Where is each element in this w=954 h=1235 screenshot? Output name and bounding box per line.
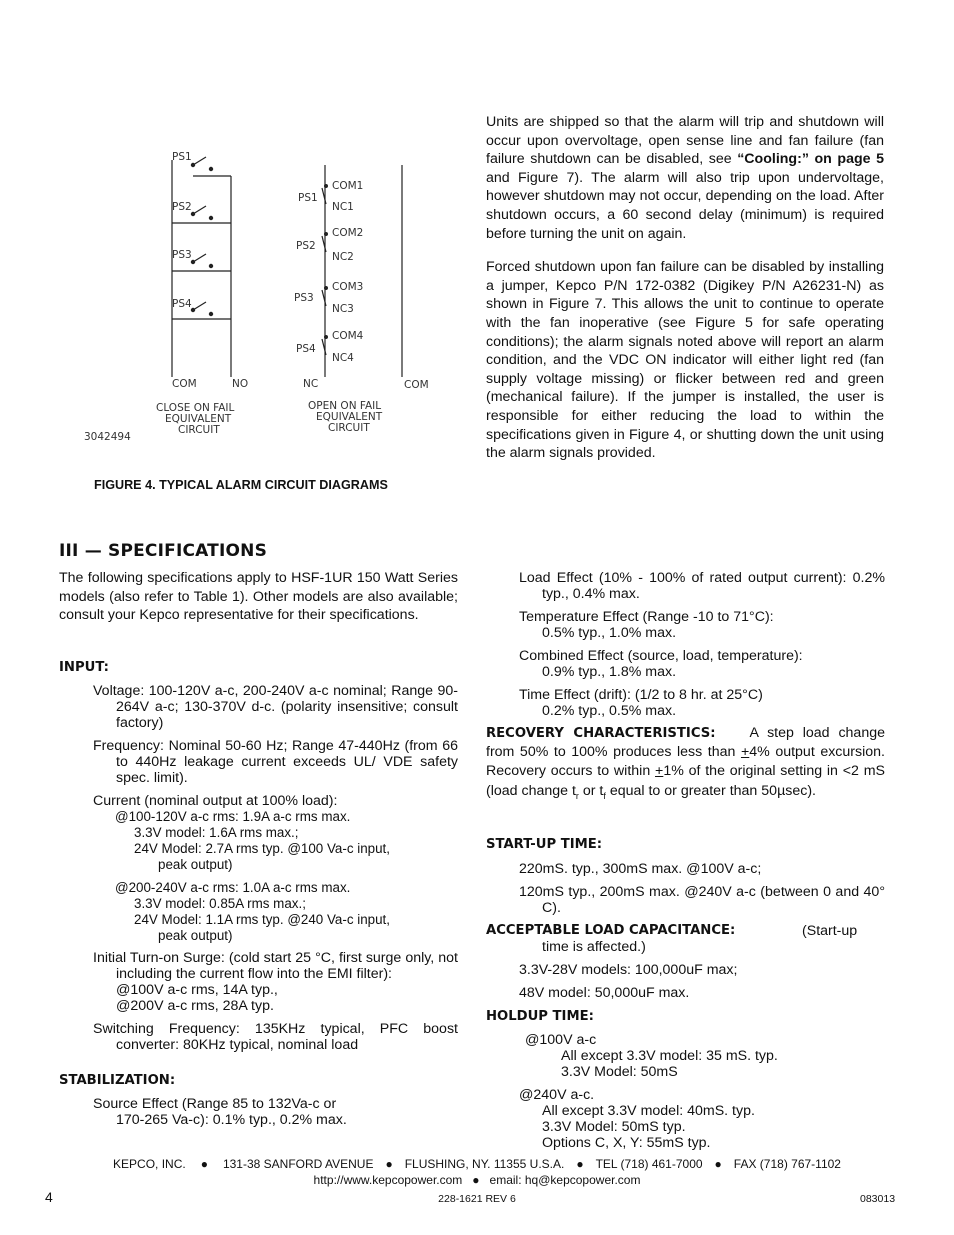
right-nc4-label: NC4	[332, 352, 354, 364]
startup-2: 120mS typ., 200mS max. @240V a-c (between 0 and 40° C).	[519, 884, 885, 916]
cooling-link[interactable]: “Cooling:” on page 5	[737, 151, 884, 168]
startup-1: 220mS. typ., 300mS max. @100V a-c;	[519, 861, 762, 877]
switch-ps2-left	[191, 206, 212, 220]
right-com2-label: COM2	[332, 227, 364, 239]
left-ps4-label: PS4	[172, 298, 192, 310]
right-caption-2: EQUIVALENT	[316, 411, 383, 423]
time-effect-1: Time Effect (drift): (1/2 to 8 hr. at 25°C)	[519, 687, 763, 703]
current-200-33: 3.3V model: 0.85A rms max.;	[134, 896, 306, 911]
holdup-240-c: Options C, X, Y: 55mS typ.	[542, 1135, 711, 1151]
capacitance-2: 48V model: 50,000uF max.	[519, 985, 690, 1001]
switch-ps3-left	[191, 254, 212, 268]
left-ps2-label: PS2	[172, 201, 192, 213]
footer-email[interactable]: email: hq@kepcopower.com	[489, 1173, 641, 1187]
capacitance-1: 3.3V-28V models: 100,000uF max;	[519, 962, 738, 978]
revision-date: 083013	[860, 1193, 896, 1205]
holdup-240-b: 3.3V Model: 50mS typ.	[542, 1119, 686, 1135]
input-title: INPUT:	[59, 660, 109, 675]
surge-200: @200V a-c rms, 28A typ.	[116, 998, 274, 1014]
current-100-24b: peak output)	[158, 857, 233, 872]
combined-effect-1: Combined Effect (source, load, temperature):	[519, 648, 803, 664]
alarm-paragraph: Units are shipped so that the alarm will trip and shutdown will occur upon overvoltage, open sense line and fan failure (fan failure shutdown can be disabled, see “Cooling:” on page 5 and Figure 7). The alarm will also trip upon undervoltage, however shutdown may not occur, depending on the load. After shutdown occurs, a 60 second delay (minimum) is required before turning the unit on again.	[486, 114, 884, 242]
footer-contact: http://www.kepcopower.com ● email: hq@kepcopower.com	[313, 1173, 641, 1187]
temp-effect-2: 0.5% typ., 1.0% max.	[542, 625, 677, 641]
right-caption-3: CIRCUIT	[328, 422, 370, 434]
surge-100: @100V a-c rms, 14A typ.,	[116, 982, 278, 998]
right-ps4-label: PS4	[296, 343, 316, 355]
right-nc2-label: NC2	[332, 251, 354, 263]
left-caption-1: CLOSE ON FAIL	[156, 402, 235, 414]
specs-intro: The following specifications apply to HSF-1UR 150 Watt Series models (also refer to Table 1). Other models are also available; consult your Kepco representative for their specifications.	[59, 570, 458, 624]
input-switching: Switching Frequency: 135KHz typical, PFC boost converter: 80KHz typical, nominal load	[93, 1021, 458, 1053]
left-com-label: COM	[172, 378, 197, 390]
right-ps1-label: PS1	[298, 192, 318, 204]
switch-ps1-left	[191, 157, 212, 171]
current-200-24: 24V Model: 1.1A rms typ. @240 Va-c input,	[134, 912, 390, 927]
capacitance-title: ACCEPTABLE LOAD CAPACITANCE:	[486, 923, 736, 938]
capacitance-note-1: (Start-up	[802, 923, 858, 939]
right-ps3-label: PS3	[294, 292, 314, 304]
right-com4-label: COM4	[332, 330, 364, 342]
footer-address: KEPCO, INC. ● 131-38 SANFORD AVENUE ● FLUSHING, NY. 11355 U.S.A. ● TEL (718) 461-7000 ● FAX (718) 767-1102	[113, 1157, 841, 1171]
temp-effect-1: Temperature Effect (Range -10 to 71°C):	[519, 609, 774, 625]
page-number: 4	[45, 1189, 53, 1205]
drawing-number: 3042494	[84, 431, 131, 443]
holdup-title: HOLDUP TIME:	[486, 1009, 594, 1024]
fan-paragraph: Forced shutdown upon fan failure can be disabled by installing a jumper, Kepco P/N 172-0382 (Digikey P/N A26231-N) as shown in Figure 7. This allows the unit to continue to operate with the fan inoperative (see Figure 5 for safe operating conditions); the alarm signals noted above will report an alarm condition, and the VDC ON indicator will either light red (fan supply voltage missing) or flicker between red and green (mechanical failure). If the jumper is installed, the user is responsible for either reducing the load to within the specifications given in Figure 4, or shutting down the unit using the alarm signals provided.	[486, 259, 884, 462]
right-com3-label: COM3	[332, 281, 364, 293]
left-caption-2: EQUIVALENT	[165, 413, 232, 425]
alarm-circuit-diagram	[60, 140, 460, 450]
input-voltage: Voltage: 100-120V a-c, 200-240V a-c nominal; Range 90-264V a-c; 130-370V d-c. (polarity insensitive; consult factory)	[93, 683, 458, 731]
holdup-100-b: 3.3V Model: 50mS	[561, 1064, 678, 1080]
current-200-head: @200-240V a-c rms: 1.0A a-c rms max.	[115, 880, 351, 895]
left-ps3-label: PS3	[172, 249, 192, 261]
source-effect-2: 170-265 Va-c): 0.1% typ., 0.2% max.	[116, 1112, 347, 1128]
current-100-24: 24V Model: 2.7A rms typ. @100 Va-c input,	[134, 841, 390, 856]
input-current-title: Current (nominal output at 100% load):	[93, 793, 338, 809]
right-nc1-label: NC1	[332, 201, 354, 213]
right-com-label: COM	[404, 379, 429, 391]
current-100-head: @100-120V a-c rms: 1.9A a-c rms max.	[115, 809, 351, 824]
right-nc-label: NC	[303, 378, 319, 390]
left-no-label: NO	[232, 378, 249, 390]
holdup-240: @240V a-c.	[519, 1087, 595, 1103]
figure-caption: FIGURE 4. TYPICAL ALARM CIRCUIT DIAGRAMS	[94, 478, 388, 492]
right-com1-label: COM1	[332, 180, 364, 192]
load-effect: Load Effect (10% - 100% of rated output current): 0.2% typ., 0.4% max.	[519, 570, 885, 602]
left-caption-3: CIRCUIT	[178, 424, 220, 436]
source-effect-1: Source Effect (Range 85 to 132Va-c or	[93, 1096, 337, 1112]
combined-effect-2: 0.9% typ., 1.8% max.	[542, 664, 677, 680]
capacitance-note-2: time is affected.)	[542, 939, 646, 955]
current-100-33: 3.3V model: 1.6A rms max.;	[134, 825, 299, 840]
document-number: 228-1621 REV 6	[438, 1193, 516, 1205]
section-title: III — SPECIFICATIONS	[59, 541, 268, 561]
holdup-100: @100V a-c	[525, 1032, 597, 1048]
recovery-paragraph: RECOVERY CHARACTERISTICS: A step load change from 50% to 100% produces less than +4% output excursion. Recovery occurs to within +1% of the original setting in <2 mS (load change $t_r$ or $t_f$ equal to or greater than 50µsec).	[486, 725, 885, 801]
right-caption-1: OPEN ON FAIL	[308, 400, 382, 412]
stabilization-title: STABILIZATION:	[59, 1073, 176, 1088]
time-effect-2: 0.2% typ., 0.5% max.	[542, 703, 677, 719]
recovery-title: RECOVERY CHARACTERISTICS:	[486, 726, 716, 741]
holdup-100-a: All except 3.3V model: 35 mS. typ.	[561, 1048, 778, 1064]
left-ps1-label: PS1	[172, 151, 192, 163]
current-200-24b: peak output)	[158, 928, 233, 943]
right-intro	[486, 113, 884, 463]
input-surge: Initial Turn-on Surge: (cold start 25 °C, first surge only, not including the current flow into the EMI filter):	[93, 950, 458, 982]
holdup-240-a: All except 3.3V model: 40mS. typ.	[542, 1103, 755, 1119]
footer-web-link[interactable]: http://www.kepcopower.com	[313, 1173, 463, 1187]
right-ps2-label: PS2	[296, 240, 316, 252]
startup-title: START-UP TIME:	[486, 837, 603, 852]
right-nc3-label: NC3	[332, 303, 354, 315]
input-frequency: Frequency: Nominal 50-60 Hz; Range 47-440Hz (from 66 to 440Hz leakage current exceeds UL/ VDE safety spec. limit).	[93, 738, 458, 786]
switch-ps4-left	[191, 302, 212, 316]
